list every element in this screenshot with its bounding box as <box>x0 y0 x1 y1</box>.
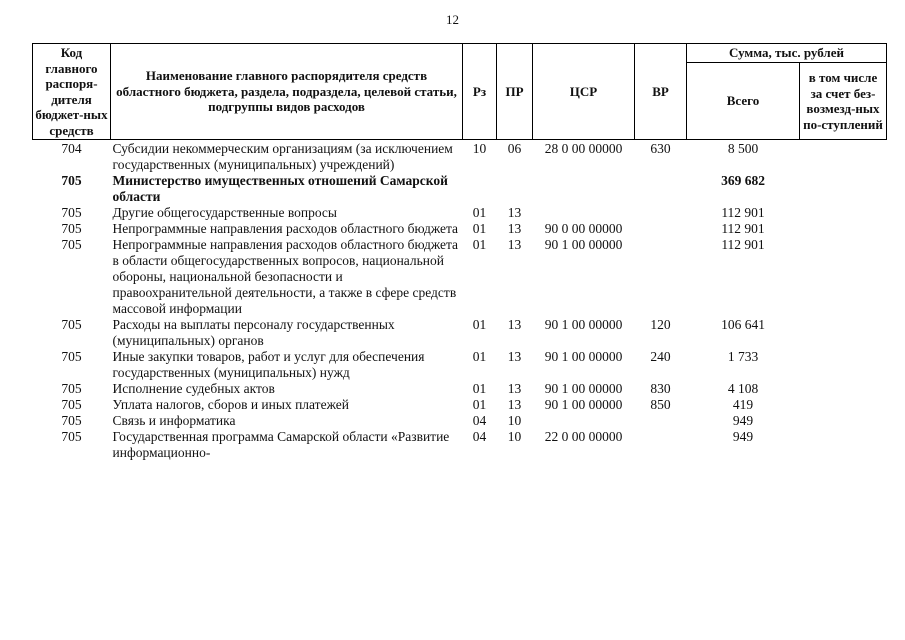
header-code: Код главного распоря-дителя бюджет-ных средств <box>33 44 111 140</box>
cell-total: 369 682 <box>721 173 765 188</box>
cell-pr <box>497 173 533 205</box>
cell-code: 705 <box>61 413 82 428</box>
cell-pr: 10 <box>507 429 522 444</box>
cell-vr <box>635 221 687 237</box>
cell-vr <box>635 173 687 205</box>
cell-code: 705 <box>61 317 82 332</box>
cell-pr: 06 <box>507 141 522 156</box>
cell-name: Непрограммные направления расходов областного бюджета в области общегосударственных вопросов, национальной обороны, национальной безопасности и правоохранительной деятельности, а также в сфере средств массовой информации <box>112 237 459 316</box>
cell-total: 949 <box>732 429 754 444</box>
cell-name: Субсидии некоммерческим организациям (за исключением государственных (муниципальных) учреждений) <box>112 141 453 172</box>
cell-name: Непрограммные направления расходов областного бюджета <box>112 221 459 236</box>
cell-rz: 01 <box>472 349 487 364</box>
table-row <box>33 221 887 237</box>
cell-name: Связь и информатика <box>112 413 236 428</box>
table-row <box>33 205 887 221</box>
cell-code: 705 <box>61 381 82 396</box>
cell-csr: 90 0 00 00000 <box>544 221 623 236</box>
cell-pr: 13 <box>507 381 522 396</box>
header-vr: ВР <box>635 44 687 140</box>
cell-vr: 850 <box>650 397 671 412</box>
header-rz: Рз <box>463 44 497 140</box>
header-pr: ПР <box>497 44 533 140</box>
cell-rz: 01 <box>472 397 487 412</box>
cell-total: 112 901 <box>721 237 765 252</box>
cell-csr: 90 1 00 00000 <box>544 237 623 252</box>
header-csr: ЦСР <box>533 44 635 140</box>
cell-pr: 13 <box>507 317 522 332</box>
cell-csr <box>533 413 635 429</box>
cell-pr: 13 <box>507 237 522 252</box>
cell-code: 705 <box>61 173 82 188</box>
table-row <box>33 237 887 317</box>
cell-code: 705 <box>61 237 82 252</box>
budget-table <box>32 43 887 461</box>
cell-incl <box>800 221 887 237</box>
cell-total: 4 108 <box>727 381 759 396</box>
table-row <box>33 381 887 397</box>
header-name: Наименование главного распорядителя средств областного бюджета, раздела, подраздела, целевой статьи, подгруппы видов расходов <box>111 44 463 140</box>
cell-incl <box>800 381 887 397</box>
header-sum-group: Сумма, тыс. рублей <box>687 44 887 63</box>
table-row <box>33 413 887 429</box>
cell-total: 949 <box>732 413 754 428</box>
cell-vr: 120 <box>650 317 671 332</box>
cell-name: Уплата налогов, сборов и иных платежей <box>112 397 349 412</box>
cell-total: 112 901 <box>721 221 765 236</box>
cell-csr: 28 0 00 00000 <box>544 141 623 156</box>
cell-name: Другие общегосударственные вопросы <box>112 205 337 220</box>
cell-pr: 13 <box>507 221 522 236</box>
table-row <box>33 429 887 461</box>
cell-name: Исполнение судебных актов <box>112 381 275 396</box>
cell-vr: 240 <box>650 349 671 364</box>
table-row <box>33 140 887 174</box>
cell-rz: 10 <box>472 141 487 156</box>
cell-csr <box>533 205 635 221</box>
cell-pr: 10 <box>507 413 522 428</box>
cell-vr: 630 <box>650 141 671 156</box>
cell-code: 704 <box>61 141 82 156</box>
cell-total: 8 500 <box>727 141 759 156</box>
cell-rz: 01 <box>472 237 487 252</box>
cell-vr: 830 <box>650 381 671 396</box>
cell-rz: 01 <box>472 317 487 332</box>
cell-rz: 04 <box>472 429 487 444</box>
table-header <box>33 44 887 140</box>
table-body <box>33 140 887 462</box>
header-total: Всего <box>687 63 800 140</box>
cell-rz <box>463 173 497 205</box>
cell-csr: 90 1 00 00000 <box>544 317 623 332</box>
table-row <box>33 317 887 349</box>
cell-incl <box>800 413 887 429</box>
table-row <box>33 397 887 413</box>
cell-code: 705 <box>61 205 82 220</box>
page-number: 12 <box>446 12 459 27</box>
cell-code: 705 <box>61 349 82 364</box>
cell-total: 1 733 <box>727 349 759 364</box>
cell-csr: 90 1 00 00000 <box>544 397 623 412</box>
cell-incl <box>800 237 887 317</box>
cell-incl <box>800 140 887 174</box>
table-row <box>33 349 887 381</box>
cell-incl <box>800 317 887 349</box>
cell-name: Расходы на выплаты персоналу государственных (муниципальных) органов <box>112 317 395 348</box>
cell-vr <box>635 413 687 429</box>
cell-csr: 90 1 00 00000 <box>544 381 623 396</box>
cell-name: Иные закупки товаров, работ и услуг для обеспечения государственных (муниципальных) нужд <box>112 349 425 380</box>
cell-rz: 04 <box>472 413 487 428</box>
cell-incl <box>800 429 887 461</box>
cell-total: 106 641 <box>721 317 765 332</box>
cell-code: 705 <box>61 429 82 444</box>
cell-pr: 13 <box>507 349 522 364</box>
cell-rz: 01 <box>472 221 487 236</box>
cell-csr: 22 0 00 00000 <box>544 429 623 444</box>
cell-code: 705 <box>61 397 82 412</box>
cell-total: 112 901 <box>721 205 765 220</box>
cell-incl <box>800 397 887 413</box>
cell-pr: 13 <box>507 397 522 412</box>
table-row <box>33 173 887 205</box>
cell-code: 705 <box>61 221 82 236</box>
cell-vr <box>635 429 687 461</box>
cell-incl <box>800 205 887 221</box>
cell-name: Министерство имущественных отношений Самарской области <box>112 173 448 204</box>
cell-csr: 90 1 00 00000 <box>544 349 623 364</box>
cell-rz: 01 <box>472 381 487 396</box>
cell-incl <box>800 349 887 381</box>
cell-rz: 01 <box>472 205 487 220</box>
cell-vr <box>635 237 687 317</box>
cell-pr: 13 <box>507 205 522 220</box>
cell-total: 419 <box>732 397 754 412</box>
cell-csr <box>533 173 635 205</box>
cell-incl <box>800 173 887 205</box>
cell-vr <box>635 205 687 221</box>
header-incl: в том числе за счет без-возмезд-ных по-ступлений <box>800 63 887 140</box>
cell-name: Государственная программа Самарской области «Развитие информационно- <box>112 429 450 460</box>
